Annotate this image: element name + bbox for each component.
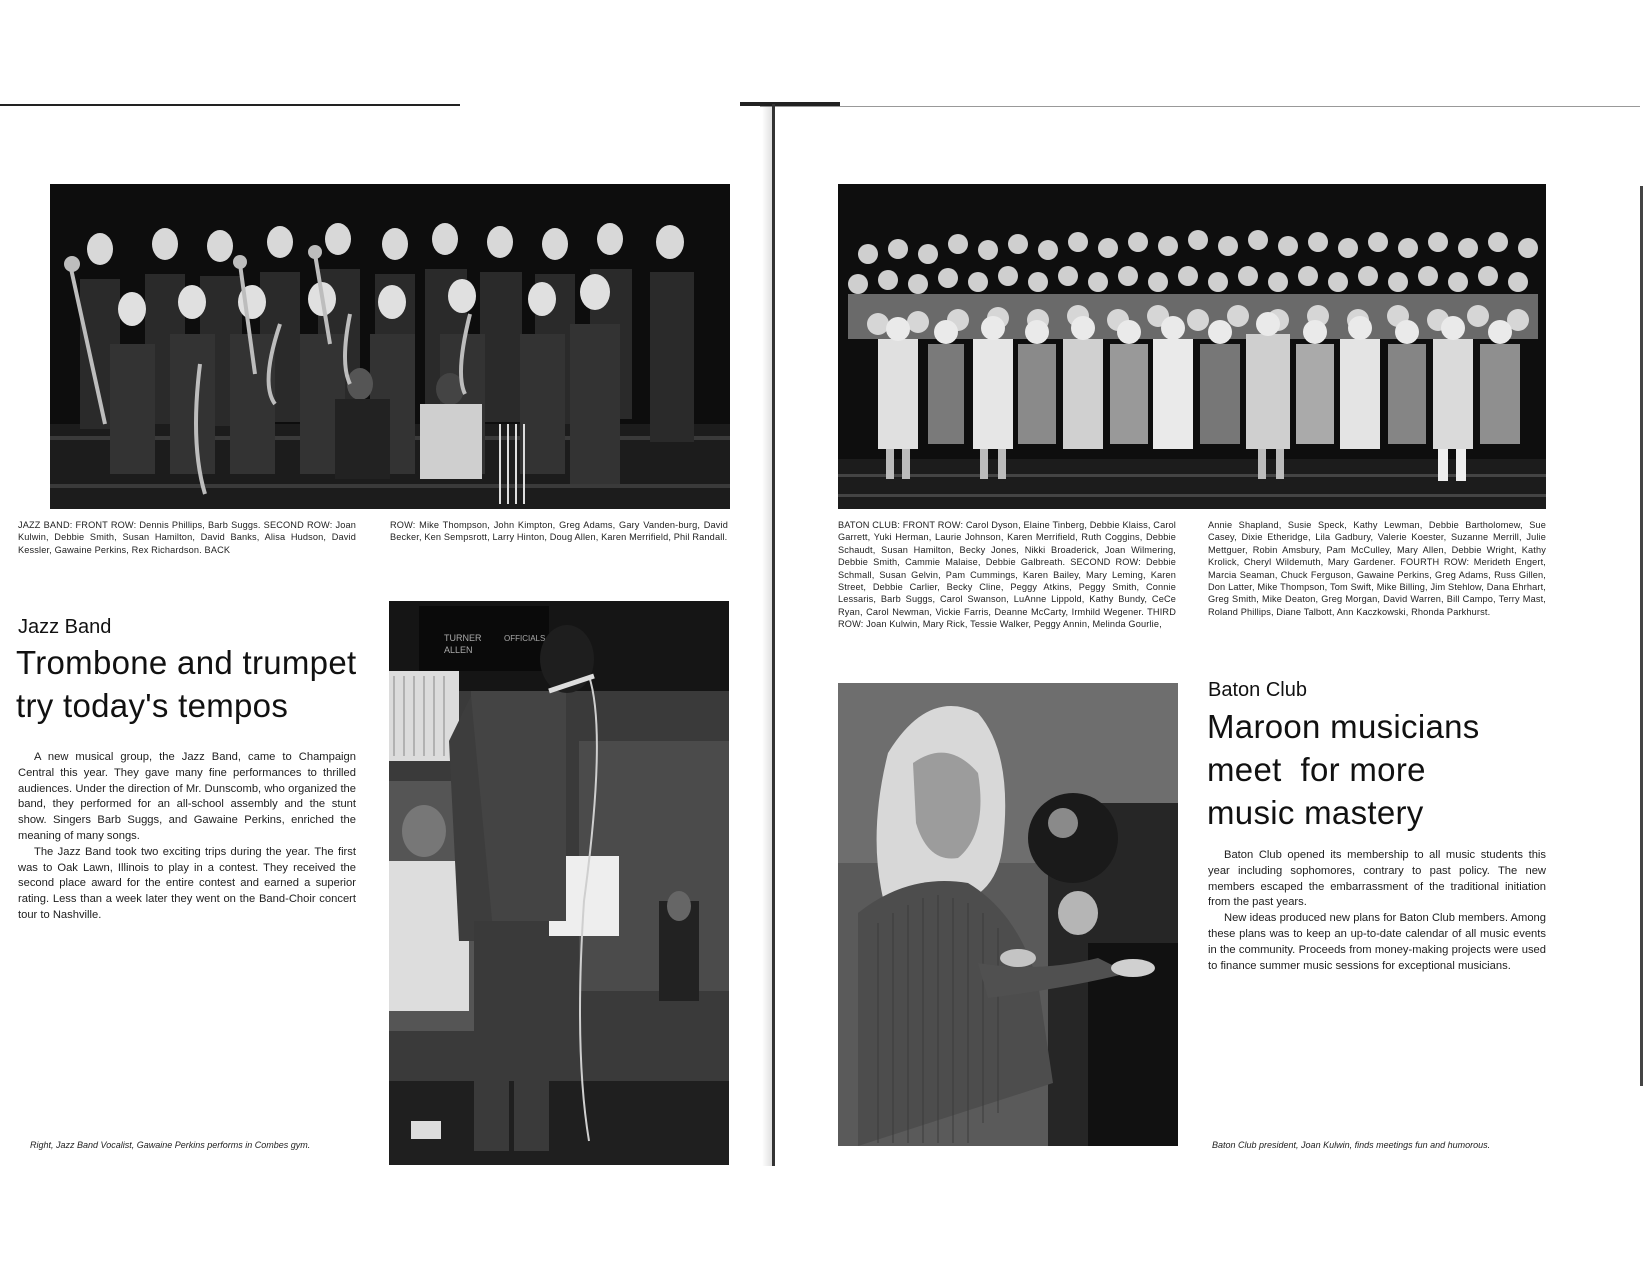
top-edge-left — [0, 104, 460, 106]
baton-club-caption-column-1: BATON CLUB: FRONT ROW: Carol Dyson, Elaine Tinberg, Debbie Klaiss, Carol Garrett, Yuki Herman, Laurie Johnson, Karen Merrifield, Ruth Coggins, Debbie Schaudt, Susan Hamilton, Becky Jones, Nikki Broaderick, Joan Wilmering, Debbie Smith, Cammie Malaise, Debbie Galbreath. SECOND ROW: Debbie Schmall, Susan Gelvin, Pam Cummings, Karen Bailey, Mary Leming, Karen Street, Debbie Carlier, Becky Cline, Peggy Atkins, Peggy Smith, Connie Lessaris, Barb Suggs, Carol Swanson, LuAnne Lippold, Kathy Bundy, CeCe Ryan, Carol Newman, Vickie Farris, Deanne McCarty, Irmhild Wegener. THIRD ROW: Joan Kulwin, Mary Rick, Tessie Walker, Peggy Annin, Melinda Gourlie, — [838, 520, 1176, 630]
scoreboard-text-3: OFFICIALS — [504, 634, 546, 643]
book-spine — [772, 104, 775, 1166]
baton-club-group-photo — [838, 184, 1546, 509]
baton-club-caption-column-2: Annie Shapland, Susie Speck, Kathy Lewman, Debbie Bartholomew, Sue Casey, Dixie Etheridge, Lila Gadbury, Valerie Koester, Suzanne Merrill, Julie Mettguer, Robin Amsbury, Pam McCulley, Mary Allen, Debbie Wright, Kathy Krolick, Cheryl Wildemuth, Mary Gardener. FOURTH ROW: Merideth Engert, Marcia Seaman, Chuck Ferguson, Gawaine Perkins, Greg Adams, Russ Gillen, Don Latter, Mike Thompson, Tom Swift, Mike Billing, Jim Stehlow, Dana Ehrhart, Greg Smith, Mike Deaton, Greg Morgan, David Warren, Bill Campo, Terry Mast, Roland Phillips, Diane Talbott, Ann Kaczkowski, Rhonda Parkhurst. — [1208, 520, 1546, 617]
baton-club-kicker: Baton Club — [1208, 679, 1307, 701]
top-edge-right — [760, 106, 1640, 107]
vocalist-performance-photo — [389, 601, 729, 1165]
vocalist-photo-caption: Right, Jazz Band Vocalist, Gawaine Perkins performs in Combes gym. — [30, 1140, 311, 1150]
jazz-band-headline-line-2: try today's tempos — [16, 687, 289, 724]
jazz-band-group-photo — [50, 184, 730, 509]
scoreboard-text-2: ALLEN — [444, 645, 473, 655]
spine-shadow — [762, 104, 772, 1166]
jazz-band-headline — [16, 641, 356, 727]
jazz-band-caption-column-1: JAZZ BAND: FRONT ROW: Dennis Phillips, Barb Suggs. SECOND ROW: Joan Kulwin, Debbie Smith, Susan Hamilton, David Banks, Alisa Hudson, David Kessler, Gawaine Perkins, Rex Richardson. BACK — [18, 520, 356, 555]
page-edge-right — [1640, 186, 1643, 1086]
jazz-band-headline-line-1: Trombone and trumpet — [16, 644, 357, 681]
baton-club-paragraph-1: Baton Club opened its membership to all music students this year including sophomores, contrary to past policy. The new members escaped the embarrassment of the traditional initiation from the past years. — [1208, 849, 1546, 909]
baton-club-paragraph-2: New ideas produced new plans for Baton Club members. Among these plans was to keep an up-to-date calendar of all music events in the community. Proceeds from money-making projects were used to finance summer music sessions for exceptional musicians. — [1208, 912, 1546, 972]
baton-club-headline-line-3: music mastery — [1207, 794, 1424, 831]
scoreboard-text-1: TURNER — [444, 633, 482, 643]
baton-club-president-photo — [838, 683, 1178, 1146]
baton-club-headline-line-2: meet for more — [1207, 751, 1426, 788]
baton-club-article — [1208, 848, 1546, 974]
baton-club-headline — [1207, 705, 1480, 834]
jazz-band-paragraph-2: The Jazz Band took two exciting trips during the year. The first was to Oak Lawn, Illinois to play in a contest. They received the second place award for the entire contest and earned a superior rating. Less than a week later they went on the Band-Choir concert tour to Nashville. — [18, 845, 356, 921]
jazz-band-kicker: Jazz Band — [18, 616, 112, 638]
president-photo-caption: Baton Club president, Joan Kulwin, finds meetings fun and humorous. — [1212, 1140, 1491, 1150]
jazz-band-paragraph-1: A new musical group, the Jazz Band, came to Champaign Central this year. They gave many fine performances to thrilled audiences. Under the direction of Mr. Dunscomb, who organized the band, they performed for an all-school assembly and the stunt show. Singers Barb Suggs, and Gawaine Perkins, enriched the meaning of many songs. — [18, 751, 356, 842]
jazz-band-caption-column-2: ROW: Mike Thompson, John Kimpton, Greg Adams, Gary Vanden-burg, David Becker, Ken Sempsrott, Larry Hinton, Doug Allen, Karen Merrifield, Phil Randall. — [390, 520, 728, 543]
jazz-band-article — [18, 750, 356, 924]
baton-club-headline-line-1: Maroon musicians — [1207, 708, 1480, 745]
